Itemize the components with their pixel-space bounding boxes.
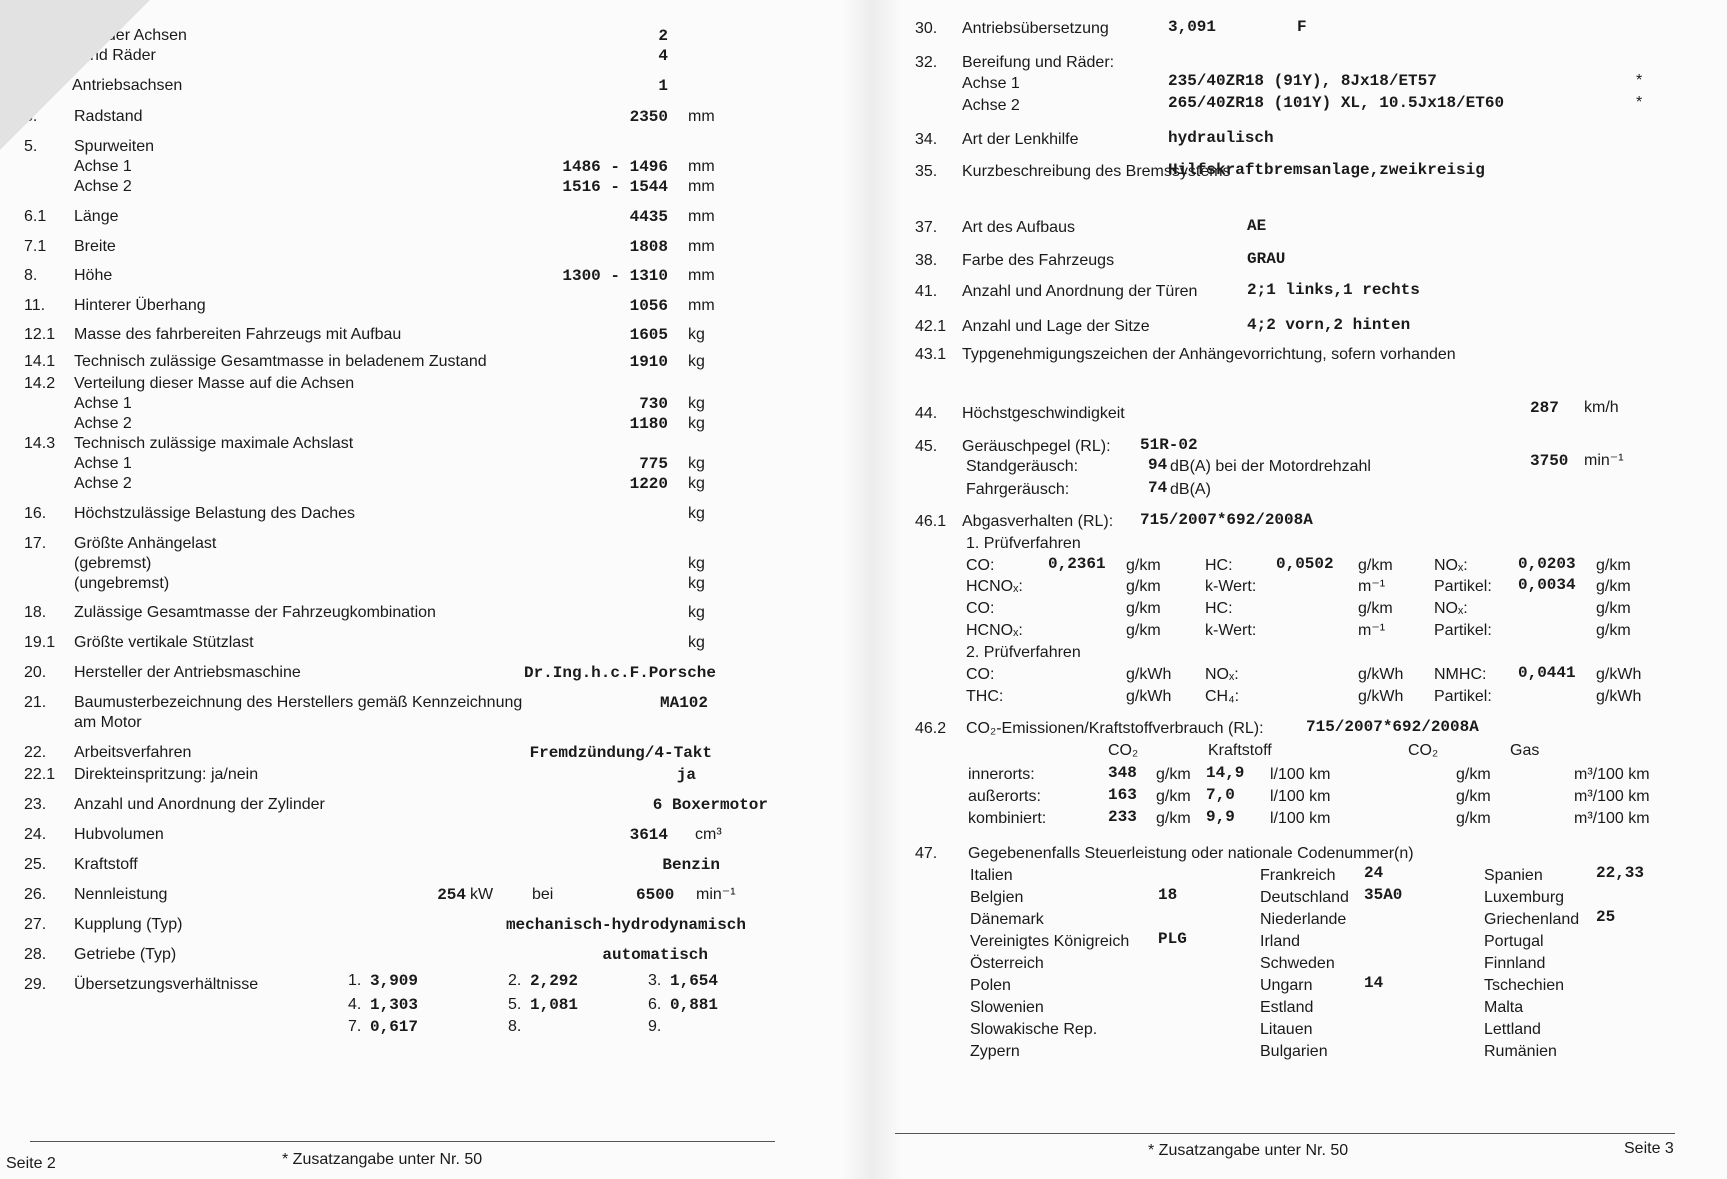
item-label: nd Räder	[90, 47, 156, 64]
item-label: Geräuschpegel (RL):	[962, 438, 1111, 455]
item-label: Höchstgeschwindigkeit	[962, 405, 1125, 422]
footer-note-left: * Zusatzangabe unter Nr. 50	[282, 1151, 483, 1168]
item-value: 1605	[629, 326, 668, 344]
gear-number: 9.	[648, 1018, 662, 1035]
item-number: 38.	[915, 252, 938, 269]
item-number: 27.	[24, 916, 47, 933]
item-label: Technisch zulässige maximale Achslast	[74, 435, 354, 452]
country-name: Italien	[970, 867, 1013, 884]
item-number: 35.	[915, 163, 938, 180]
item-unit: mm	[688, 108, 715, 125]
exhaust-cell: m⁻¹	[1358, 578, 1386, 595]
consumption-co2-value: 163	[1108, 786, 1137, 804]
item-unit: kg	[688, 505, 705, 522]
exhaust-cell: HCNOₓ:	[966, 578, 1023, 595]
item-label: Spurweiten	[74, 138, 155, 155]
gear-number: 4.	[348, 996, 362, 1013]
consumption-unit: g/km	[1156, 810, 1191, 827]
item-label: Achse 1	[74, 395, 132, 412]
country-name: Rumänien	[1484, 1043, 1557, 1060]
gear-ratio-value: 1,654	[670, 972, 719, 990]
footnote-star: *	[1636, 94, 1643, 111]
item-value: 1056	[629, 297, 668, 315]
item-value: 730	[639, 395, 668, 413]
item-value: Hilfskraftbremsanlage,zweikreisig	[1168, 161, 1485, 179]
gear-ratio-value: 0,617	[370, 1018, 419, 1036]
exhaust-cell: NMHC:	[1434, 666, 1487, 683]
exhaust-cell: g/kWh	[1596, 688, 1642, 705]
item-label: Achse 2	[74, 415, 132, 432]
exhaust-cell: CO:	[966, 600, 995, 617]
exhaust-cell: 0,0203	[1518, 555, 1576, 573]
item-number: 34.	[915, 131, 938, 148]
item-number: 11.	[24, 297, 46, 314]
item-value: 775	[639, 455, 668, 473]
item-value: 1808	[629, 238, 668, 256]
item-label: CO₂-Emissionen/Kraftstoffverbrauch (RL):	[966, 720, 1264, 737]
country-code-value: 24	[1364, 864, 1384, 882]
exhaust-cell: g/km	[1596, 557, 1631, 574]
item-value: 3614	[629, 826, 668, 844]
item-value: 2	[658, 27, 668, 45]
item-label: 1. Prüfverfahren	[966, 535, 1081, 552]
item-number: 37.	[915, 219, 938, 236]
power-rpm-unit: min⁻¹	[696, 886, 736, 903]
exhaust-cell: CO:	[966, 666, 995, 683]
item-value: 1220	[629, 475, 668, 493]
consumption-unit: l/100 km	[1270, 810, 1331, 827]
consumption-header: Gas	[1510, 742, 1540, 759]
item-number: 14.3	[24, 435, 56, 452]
item-value: 51R-02	[1140, 436, 1198, 454]
exhaust-cell: g/kWh	[1126, 666, 1172, 683]
item-unit: mm	[688, 297, 715, 314]
tyre-axle-1-value: 235/40ZR18 (91Y), 8Jx18/ET57	[1168, 72, 1437, 90]
consumption-header: CO₂	[1108, 742, 1139, 759]
exhaust-cell: Partikel:	[1434, 688, 1492, 705]
item-number: 28.	[24, 946, 47, 963]
consumption-unit: l/100 km	[1270, 788, 1331, 805]
exhaust-cell: g/km	[1358, 557, 1393, 574]
item-value: 94	[1148, 456, 1168, 474]
item-label: Fahrgeräusch:	[966, 481, 1070, 498]
item-label: Radstand	[74, 108, 143, 125]
item-value: 2;1 links,1 rechts	[1247, 281, 1420, 299]
exhaust-cell: g/km	[1126, 600, 1161, 617]
country-name: Zypern	[970, 1043, 1020, 1060]
footer-note-right: * Zusatzangabe unter Nr. 50	[1148, 1142, 1349, 1159]
item-unit: kg	[688, 326, 705, 343]
item-value: 74	[1148, 479, 1168, 497]
page-number-right: Seite 3	[1624, 1140, 1674, 1157]
country-code-value: 22,33	[1596, 864, 1645, 882]
item-label: Höchstzulässige Belastung des Daches	[74, 505, 356, 522]
item-number: 7.1	[24, 238, 47, 255]
item-value: automatisch	[602, 946, 708, 964]
item-label: dB(A)	[1170, 481, 1211, 498]
gear-number: 5.	[508, 996, 522, 1013]
item-unit: kg	[688, 455, 705, 472]
item-label: Größte vertikale Stützlast	[74, 634, 254, 651]
item-label: Hubvolumen	[74, 826, 164, 843]
item-label: Länge	[74, 208, 119, 225]
item-unit: mm	[688, 158, 715, 175]
consumption-unit: m³/100 km	[1574, 766, 1650, 783]
item-label: Größte Anhängelast	[74, 535, 217, 552]
item-label: Kraftstoff	[74, 856, 138, 873]
consumption-unit: l/100 km	[1270, 766, 1331, 783]
country-name: Finnland	[1484, 955, 1546, 972]
gear-ratio-value: 3,909	[370, 972, 419, 990]
item-label: Anzahl und Lage der Sitze	[962, 318, 1150, 335]
consumption-fuel-value: 7,0	[1206, 786, 1235, 804]
consumption-unit: g/km	[1156, 788, 1191, 805]
item-label: Zulässige Gesamtmasse der Fahrzeugkombination	[74, 604, 436, 621]
item-number: 47.	[915, 845, 938, 862]
item-number: 20.	[24, 664, 47, 681]
item-number: 19.1	[24, 634, 56, 651]
exhaust-cell: HC:	[1205, 557, 1233, 574]
country-code-value: 25	[1596, 908, 1616, 926]
item-number: 29.	[24, 976, 47, 993]
country-name: Slowakische Rep.	[970, 1021, 1098, 1038]
exhaust-cell: g/km	[1596, 600, 1631, 617]
item-label: Breite	[74, 238, 116, 255]
exhaust-cell: Partikel:	[1434, 578, 1492, 595]
consumption-label: außerorts:	[968, 788, 1041, 805]
country-name: Irland	[1260, 933, 1301, 950]
gear-number: 7.	[348, 1018, 362, 1035]
item-value: 287	[1530, 399, 1559, 417]
consumption-unit: m³/100 km	[1574, 810, 1650, 827]
item-label: Baumusterbezeichnung des Herstellers gemäß Kennzeichnung	[74, 694, 523, 711]
country-name: Estland	[1260, 999, 1314, 1016]
item-number: 6.1	[24, 208, 47, 225]
country-name: Bulgarien	[1260, 1043, 1328, 1060]
item-value: ja	[676, 766, 696, 784]
consumption-label: kombiniert:	[968, 810, 1047, 827]
exhaust-cell: 0,0441	[1518, 664, 1576, 682]
item-label: Verteilung dieser Masse auf die Achsen	[74, 375, 355, 392]
item-label: Direkteinspritzung: ja/nein	[74, 766, 259, 783]
folded-corner	[0, 0, 150, 150]
gear-ratio-value: 2,292	[530, 972, 579, 990]
item-value: GRAU	[1247, 250, 1286, 268]
item-number: 21.	[24, 694, 47, 711]
country-name: Litauen	[1260, 1021, 1313, 1038]
item-label: Höhe	[74, 267, 113, 284]
country-name: Schweden	[1260, 955, 1335, 972]
consumption-fuel-value: 9,9	[1206, 808, 1235, 826]
country-name: Ungarn	[1260, 977, 1313, 994]
country-name: Malta	[1484, 999, 1524, 1016]
item-value: 4435	[629, 208, 668, 226]
exhaust-cell: g/km	[1596, 578, 1631, 595]
exhaust-cell: 0,0502	[1276, 555, 1334, 573]
item-number: 24.	[24, 826, 47, 843]
item-number: 17.	[24, 535, 47, 552]
consumption-fuel-value: 14,9	[1206, 764, 1245, 782]
item-value: 715/2007*692/2008A	[1140, 511, 1313, 529]
item-label: Anzahl und Anordnung der Türen	[962, 283, 1198, 300]
consumption-co2-value: 348	[1108, 764, 1137, 782]
country-code-value: 14	[1364, 974, 1384, 992]
item-label: Art der Lenkhilfe	[962, 131, 1079, 148]
item-label: Masse des fahrbereiten Fahrzeugs mit Aufbau	[74, 326, 402, 343]
exhaust-cell: NOₓ:	[1434, 557, 1468, 574]
exhaust-cell: THC:	[966, 688, 1004, 705]
item-unit: kg	[688, 395, 705, 412]
item-number: 3.	[24, 108, 38, 125]
item-label: Gegebenenfalls Steuerleistung oder nationale Codenummer(n)	[968, 845, 1414, 862]
item-value: 1	[658, 77, 668, 95]
country-name: Luxemburg	[1484, 889, 1565, 906]
item-number: 23.	[24, 796, 47, 813]
item-unit: km/h	[1584, 399, 1619, 416]
item-code: F	[1297, 18, 1307, 36]
tyre-axle-2-value: 265/40ZR18 (101Y) XL, 10.5Jx18/ET60	[1168, 94, 1505, 112]
item-value: 715/2007*692/2008A	[1306, 718, 1479, 736]
consumption-co2-value: 233	[1108, 808, 1137, 826]
item-label: hl der Achsen	[90, 27, 187, 44]
item-value: Benzin	[662, 856, 720, 874]
item-value: 254	[437, 886, 466, 904]
item-number: 41.	[915, 283, 938, 300]
item-label: Achse 2	[74, 475, 132, 492]
item-label: Bereifung und Räder:	[962, 54, 1115, 71]
item-unit: cm³	[695, 826, 722, 843]
country-name: Griechenland	[1484, 911, 1580, 928]
exhaust-cell: g/kWh	[1126, 688, 1172, 705]
consumption-unit: g/km	[1456, 788, 1491, 805]
item-label: (gebremst)	[74, 555, 152, 572]
item-number: 16.	[24, 505, 47, 522]
item-label: (ungebremst)	[74, 575, 170, 592]
item-unit: kg	[688, 415, 705, 432]
item-value: 1180	[629, 415, 668, 433]
country-name: Portugal	[1484, 933, 1544, 950]
exhaust-cell: k-Wert:	[1205, 578, 1257, 595]
page-number-left: Seite 2	[6, 1155, 56, 1172]
gear-number: 6.	[648, 996, 662, 1013]
consumption-unit: m³/100 km	[1574, 788, 1650, 805]
item-number: 22.	[24, 744, 47, 761]
item-value: 1486 - 1496	[562, 158, 668, 176]
item-number: 46.1	[915, 513, 947, 530]
exhaust-cell: Partikel:	[1434, 622, 1492, 639]
item-number: 14.1	[24, 353, 56, 370]
gear-ratio-value: 0,881	[670, 996, 719, 1014]
item-label: Achse 1	[74, 158, 132, 175]
item-value: mechanisch-hydrodynamisch	[505, 916, 746, 934]
consumption-header: CO₂	[1408, 742, 1439, 759]
item-unit: kg	[688, 555, 705, 572]
exhaust-cell: g/km	[1596, 622, 1631, 639]
item-unit: mm	[688, 238, 715, 255]
item-unit: kg	[688, 575, 705, 592]
item-label: Übersetzungsverhältnisse	[74, 976, 259, 993]
item-label: Kurzbeschreibung des Bremssystems	[962, 163, 1231, 180]
item-label: am Motor	[74, 714, 142, 731]
item-label: Antriebsachsen	[72, 77, 183, 94]
item-label: Standgeräusch:	[966, 458, 1079, 475]
country-name: Lettland	[1484, 1021, 1541, 1038]
power-at-label: bei	[532, 886, 554, 903]
item-number: 22.1	[24, 766, 56, 783]
exhaust-cell: g/kWh	[1358, 666, 1404, 683]
exhaust-cell: m⁻¹	[1358, 622, 1386, 639]
consumption-unit: g/km	[1156, 766, 1191, 783]
exhaust-cell: g/km	[1358, 600, 1393, 617]
footer-rule-left	[30, 1141, 775, 1142]
exhaust-cell: 0,0034	[1518, 576, 1576, 594]
country-name: Deutschland	[1260, 889, 1349, 906]
item-label: Achse 2	[962, 97, 1020, 114]
exhaust-cell: HC:	[1205, 600, 1233, 617]
item-label: Hinterer Überhang	[74, 297, 206, 314]
item-value: 1300 - 1310	[562, 267, 668, 285]
item-number: 18.	[24, 604, 47, 621]
exhaust-cell: g/km	[1126, 557, 1161, 574]
item-label: Typgenehmigungszeichen der Anhängevorrichtung, sofern vorhanden	[962, 346, 1456, 363]
country-name: Vereinigtes Königreich	[970, 933, 1130, 950]
consumption-unit: g/km	[1456, 766, 1491, 783]
item-value: 6 Boxermotor	[652, 796, 768, 814]
item-value: Fremdzündung/4-Takt	[529, 744, 712, 762]
country-name: Dänemark	[970, 911, 1044, 928]
item-number: 32.	[915, 54, 938, 71]
exhaust-cell: CO:	[966, 557, 995, 574]
item-label: 2. Prüfverfahren	[966, 644, 1081, 661]
exhaust-cell: CH₄:	[1205, 688, 1240, 705]
item-number: 14.2	[24, 375, 56, 392]
item-value: hydraulisch	[1168, 129, 1274, 147]
gear-number: 2.	[508, 972, 522, 989]
item-unit: mm	[688, 178, 715, 195]
item-value: MA102	[659, 694, 708, 712]
country-code-value: 35A0	[1364, 886, 1403, 904]
item-label: Achse 1	[74, 455, 132, 472]
exhaust-cell: HCNOₓ:	[966, 622, 1023, 639]
item-value: 2350	[629, 108, 668, 126]
item-label: Anzahl und Anordnung der Zylinder	[74, 796, 325, 813]
country-code-value: 18	[1158, 886, 1178, 904]
footnote-star: *	[1636, 72, 1643, 89]
country-name: Frankreich	[1260, 867, 1336, 884]
item-label: Abgasverhalten (RL):	[962, 513, 1114, 530]
item-value: 3,091	[1168, 18, 1217, 36]
power-rpm-value: 6500	[636, 886, 675, 904]
country-name: Niederlande	[1260, 911, 1347, 928]
exhaust-cell: NOₓ:	[1205, 666, 1239, 683]
consumption-unit: g/km	[1456, 810, 1491, 827]
item-label: Achse 2	[74, 178, 132, 195]
item-value: 1910	[629, 353, 668, 371]
country-name: Tschechien	[1484, 977, 1565, 994]
item-unit: mm	[688, 208, 715, 225]
item-unit: kg	[688, 475, 705, 492]
item-number: 45.	[915, 438, 938, 455]
item-number: 44.	[915, 405, 938, 422]
country-code-value: PLG	[1158, 930, 1187, 948]
item-label: Achse 1	[962, 75, 1020, 92]
country-name: Polen	[970, 977, 1011, 994]
item-number: 43.1	[915, 346, 947, 363]
item-number: 26.	[24, 886, 47, 903]
item-number: 46.2	[915, 720, 947, 737]
consumption-label: innerorts:	[968, 766, 1035, 783]
item-value: Dr.Ing.h.c.F.Porsche	[523, 664, 716, 682]
item-label: Nennleistung	[74, 886, 168, 903]
item-number: 30.	[915, 20, 938, 37]
item-unit: kg	[688, 604, 705, 621]
item-value: AE	[1247, 217, 1267, 235]
item-label: Art des Aufbaus	[962, 219, 1075, 236]
gear-ratio-value: 1,303	[370, 996, 419, 1014]
item-unit: kW	[470, 886, 494, 903]
item-value: 3750	[1530, 452, 1569, 470]
exhaust-cell: NOₓ:	[1434, 600, 1468, 617]
country-name: Slowenien	[970, 999, 1044, 1016]
item-number: 42.1	[915, 318, 947, 335]
country-name: Belgien	[970, 889, 1024, 906]
item-label: Antriebsübersetzung	[962, 20, 1109, 37]
item-label: dB(A) bei der Motordrehzahl	[1170, 458, 1371, 475]
item-label: Getriebe (Typ)	[74, 946, 177, 963]
exhaust-cell: 0,2361	[1048, 555, 1106, 573]
item-label: Farbe des Fahrzeugs	[962, 252, 1115, 269]
item-label: Arbeitsverfahren	[74, 744, 192, 761]
item-unit: kg	[688, 353, 705, 370]
exhaust-cell: g/kWh	[1358, 688, 1404, 705]
country-name: Österreich	[970, 955, 1044, 972]
item-label: Kupplung (Typ)	[74, 916, 183, 933]
item-value: 4;2 vorn,2 hinten	[1247, 316, 1411, 334]
item-label: Hersteller der Antriebsmaschine	[74, 664, 301, 681]
item-value: 4	[658, 47, 668, 65]
item-unit: mm	[688, 267, 715, 284]
page-gutter	[842, 0, 902, 1179]
consumption-header: Kraftstoff	[1208, 742, 1272, 759]
item-number: 25.	[24, 856, 47, 873]
country-name: Spanien	[1484, 867, 1543, 884]
item-unit: kg	[688, 634, 705, 651]
item-value: 1516 - 1544	[562, 178, 668, 196]
item-number: 8.	[24, 267, 38, 284]
gear-number: 8.	[508, 1018, 522, 1035]
item-unit: min⁻¹	[1584, 452, 1624, 469]
footer-rule-right	[895, 1133, 1675, 1134]
item-number: 5.	[24, 138, 38, 155]
item-label: Technisch zulässige Gesamtmasse in beladenem Zustand	[74, 353, 487, 370]
gear-ratio-value: 1,081	[530, 996, 579, 1014]
item-number: 12.1	[24, 326, 56, 343]
exhaust-cell: k-Wert:	[1205, 622, 1257, 639]
exhaust-cell: g/km	[1126, 578, 1161, 595]
gear-number: 1.	[348, 972, 362, 989]
exhaust-cell: g/kWh	[1596, 666, 1642, 683]
gear-number: 3.	[648, 972, 662, 989]
exhaust-cell: g/km	[1126, 622, 1161, 639]
